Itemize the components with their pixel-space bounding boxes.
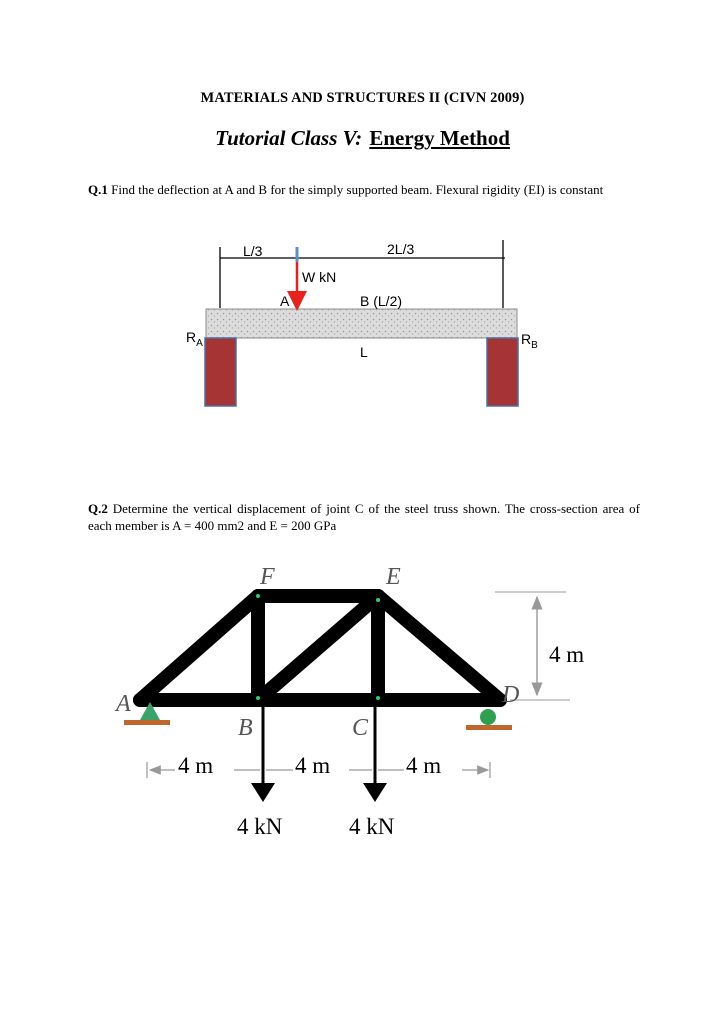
member-af	[140, 596, 258, 700]
label-l-over-3: L/3	[243, 243, 263, 259]
joint-c-dot	[376, 696, 380, 700]
load-label-c: 4 kN	[349, 814, 395, 839]
reaction-b-sub: B	[531, 340, 538, 351]
reaction-b-main: R	[521, 331, 532, 347]
question-1-text: Find the deflection at A and B for the simply supported beam. Flexural rigidity (EI) is constant	[111, 182, 604, 197]
question-2-text: Determine the vertical displacement of joint C of the steel truss shown. The cross-section area of each member is A = 400 mm2 and E = 200 GPa	[88, 501, 641, 533]
member-be	[258, 596, 378, 700]
node-label-e: E	[386, 564, 401, 590]
joint-b-dot	[256, 696, 260, 700]
tutorial-prefix: Tutorial Class V:	[215, 126, 363, 150]
member-ed	[378, 596, 500, 700]
question-2-number: Q.2	[88, 501, 108, 516]
node-label-f: F	[260, 564, 275, 590]
roller-support-base	[466, 725, 512, 730]
joint-f-dot	[256, 594, 260, 598]
point-b-label: B (L/2)	[360, 293, 403, 309]
node-label-c: C	[352, 715, 369, 741]
joint-e-dot	[376, 598, 380, 602]
course-title: MATERIALS AND STRUCTURES II (CIVN 2009)	[200, 90, 525, 106]
node-label-b: B	[238, 715, 253, 741]
tutorial-topic: Energy Method	[369, 126, 510, 150]
span-label-2: 4 m	[295, 753, 331, 778]
roller-support	[480, 709, 496, 725]
truss-members	[140, 596, 500, 700]
load-arrowhead-b	[251, 783, 275, 802]
load-label: W kN	[302, 269, 337, 285]
load-label-b: 4 kN	[237, 814, 283, 839]
node-label-a: A	[116, 691, 131, 717]
span-label-1: 4 m	[178, 753, 214, 778]
span-label-3: 4 m	[406, 753, 442, 778]
reaction-a-main: R	[186, 329, 197, 345]
reaction-a-sub: A	[196, 338, 203, 349]
node-label-d: D	[502, 682, 520, 708]
question-1-number: Q.1	[88, 182, 108, 197]
height-label: 4 m	[549, 642, 585, 667]
span-label: L	[360, 344, 368, 360]
label-2l-over-3: 2L/3	[387, 241, 415, 257]
pin-support-base	[124, 720, 170, 725]
point-a-label: A	[280, 293, 290, 309]
load-arrowhead-c	[363, 783, 387, 802]
